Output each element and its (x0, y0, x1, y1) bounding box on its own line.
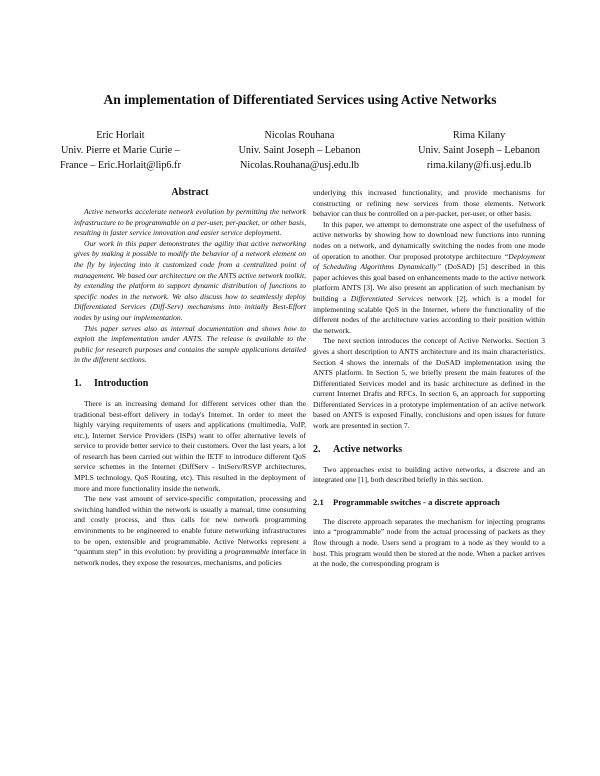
author-block (60, 128, 540, 173)
abstract-paragraph: This paper serves also as internal documentation and shows how to exploit the implementation under ANTS. The release is available to the public for research purposes and contains the sample applications detailed in the different sections. (74, 323, 306, 365)
author-name: Rima Kilany (452, 130, 506, 141)
author-affiliation: Univ. Saint Joseph – Lebanon (418, 145, 540, 156)
section-heading-introduction (74, 378, 306, 389)
body-paragraph: In this paper, we attempt to demonstrate one aspect of the usefulness of active networks by showing how to download new functions into running nodes on a network, and dynamically switching the nodes from one mode of operation to another. Our proposed prototype architecture “Deployment of Scheduling Algorithms Dynamically” (DoSAD) [5] described in this paper achieves this goal based on enhancements made to the active network platform ANTS [3]. We also present an application of such mechanism by building a Differentiated Services network [2], which is a model for implementing scalable QoS in the Internet, where the functionality of the different nodes of the architecture varies according to their position within the network. (313, 219, 545, 335)
author-name: Eric Horlait (96, 130, 145, 141)
abstract-paragraph: Active networks accelerate network evolution by permitting the network infrastructure to be programmable on a per-user, per-packet, or other basis, resulting in faster service innovation and easier service deployment. (74, 207, 306, 238)
body-paragraph: Two approaches exist to building active networks, a discrete and an integrated one [1], both described briefly in this section. (313, 464, 545, 485)
body-paragraph: The next section introduces the concept of Active Networks. Section 3 gives a short description to ANTS architecture and its main characteristics. Section 4 shows the internals of the DoSAD implementation using the ANTS platform. In Section 5, we briefly present the main features of the Differentiated Services model and its basic architecture as defined in the current Internet Drafts and RFCs. In section 6, an approach for supporting Differentiated Services in a prototype implementation of an active network based on ANTS is exposed Finally, conclusions and open issues for future work are presented in section 7. (313, 336, 545, 431)
body-paragraph: The discrete approach separates the mechanism for injecting programs into a “programmable” node from the actual processing of packets as they flow through a node. Users send a program to a node as they would to a host. This program would then be stored at the node. When a packet arrives at the node, the corresponding program is (313, 516, 545, 569)
paper-title: An implementation of Differentiated Services using Active Networks (103, 92, 497, 107)
section-title: Introduction (94, 377, 149, 389)
abstract-paragraph: Our work in this paper demonstrates the agility that active networking gives by making it possible to modify the behavior of a network element on the fly by injecting into it customized code from a centralized point of management. We based our architecture on the ANTS active network toolkit, by extending the platform to support dynamic distribution of functions to specific nodes in the network. We also discuss how to seamlessly deploy Differentiated Services (Diff-Serv) mechanisms into initially Best-Effort nodes by using our implementation. (74, 238, 306, 322)
author-contact: France – Eric.Horlait@lip6.fr (60, 160, 181, 171)
author-2 (239, 128, 361, 173)
abstract-heading: Abstract (171, 187, 209, 198)
section-heading-active-networks (313, 444, 545, 455)
author-contact: rima.kilany@fi.usj.edu.lb (426, 160, 532, 171)
subsection-heading-programmable-switches (313, 497, 545, 507)
body-paragraph: The new vast amount of service-specific computation, processing and switching handled within the network is usually a manual, time consuming and costly process, and thus calls for new network programming environments to be engineered to enable future networking infrastructures to be open, extensible and programmable. Active Networks represent a “quantum step” in this evolution: by providing a programmable interface in network nodes, they expose the resources, mechanisms, and policies (74, 494, 306, 567)
author-name: Nicolas Rouhana (264, 130, 335, 141)
subsection-title: Programmable switches - a discrete approach (333, 496, 500, 507)
abstract-section (74, 187, 306, 366)
subsection-number: 2.1 (313, 496, 324, 507)
section-number: 2. (313, 443, 321, 455)
author-3 (418, 128, 540, 173)
right-column (313, 188, 545, 570)
body-paragraph: underlying this increased functionality, and provide mechanisms for constructing or refining new services from those elements. Network behavior can thus be controlled on a per-packet, per-user, or other basis. (313, 188, 545, 219)
author-affiliation: Univ. Pierre et Marie Curie – (61, 145, 180, 156)
section-title: Active networks (333, 443, 403, 455)
author-1 (60, 128, 181, 173)
body-paragraph: There is an increasing demand for different services other than the traditional best-effort delivery in today's Internet. In order to meet the highly varying requirements of users and applications (multimedia, VoIP, etc.), Internet Service Providers (ISPs) want to offer alternative levels of service to provide better service to their customers. Over the last years, a lot of research has been carried out within the IETF to introduce different QoS service schemes in the Internet (DiffServ - IntServ/RSVP architectures, MPLS technology, QoS Routing, etc). This resulted in the deployment of more and more functionality inside the network. (74, 398, 306, 493)
author-contact: Nicolas.Rouhana@usj.edu.lb (240, 160, 359, 171)
left-column (74, 187, 306, 568)
author-affiliation: Univ. Saint Joseph – Lebanon (238, 145, 361, 156)
section-number: 1. (74, 377, 82, 389)
